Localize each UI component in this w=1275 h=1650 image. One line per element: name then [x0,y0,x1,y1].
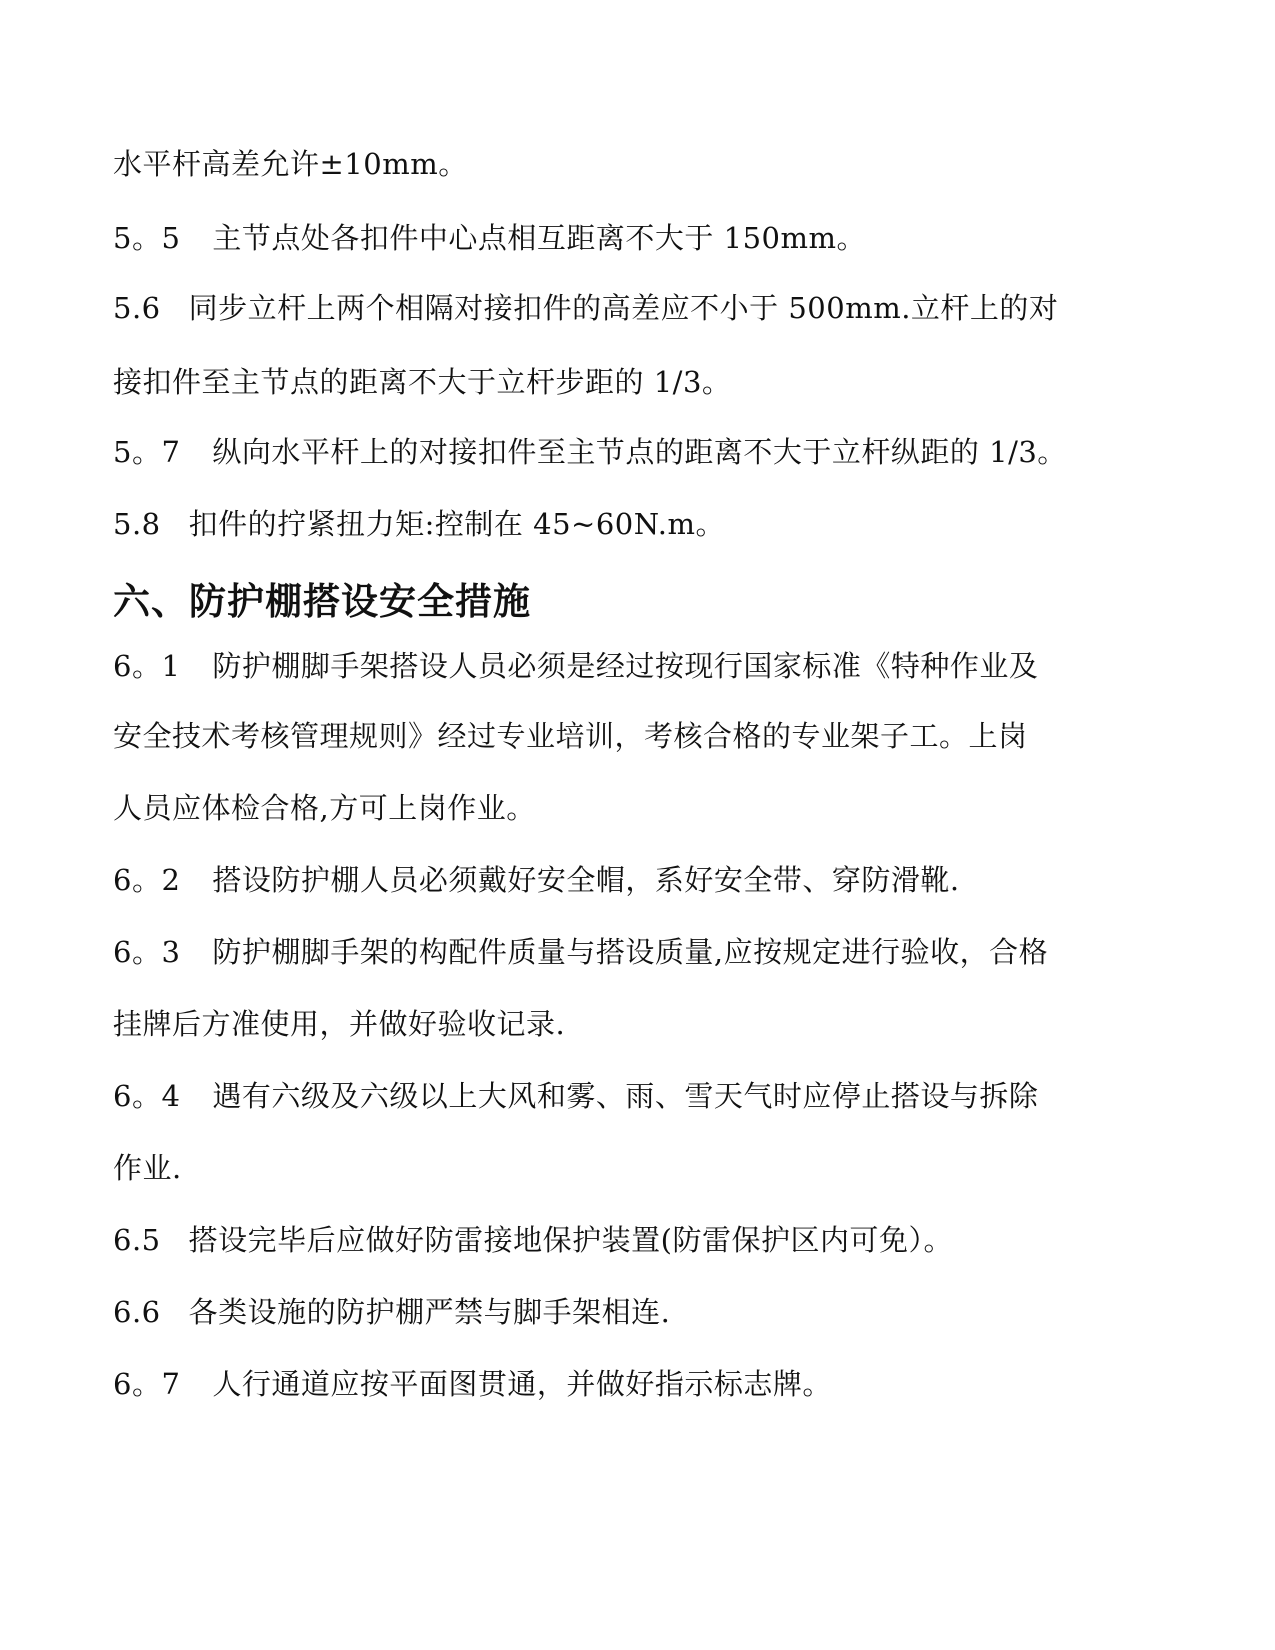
clause-5-7 [113,434,1173,470]
line-text: 作业. [113,1151,182,1185]
clause-5-8 [113,506,1173,542]
clause-6-2 [113,862,1173,898]
clause-text: 主节点处各扣件中心点相互距离不大于 150mm。 [212,221,866,255]
clause-5-5 [113,220,1173,256]
clause-number: 5。7 [113,435,181,469]
clause-text: 搭设防护棚人员必须戴好安全帽，系好安全带、穿防滑靴. [212,863,960,897]
clause-text: 防护棚脚手架搭设人员必须是经过按现行国家标准《特种作业及 [212,649,1039,683]
clause-text: 搭设完毕后应做好防雷接地保护装置(防雷保护区内可免）。 [188,1223,953,1257]
clause-text: 各类设施的防护棚严禁与脚手架相连. [188,1295,671,1329]
line-text: 接扣件至主节点的距离不大于立杆步距的 1/3。 [113,365,732,399]
clause-6-7 [113,1366,1173,1402]
clause-number: 6。2 [113,863,181,897]
text-line [113,790,1173,826]
section-heading: 六、防护棚搭设安全措施 [113,580,531,623]
clause-6-3 [113,934,1173,970]
clause-text: 同步立杆上两个相隔对接扣件的高差应不小于 500mm.立杆上的对 [188,291,1059,325]
clause-number: 6。4 [113,1079,181,1113]
clause-text: 扣件的拧紧扭力矩:控制在 45~60N.m。 [188,507,725,541]
clause-6-6 [113,1294,1173,1330]
clause-6-4 [113,1078,1173,1114]
clause-number: 6.5 [113,1223,161,1257]
text-line [113,1006,1173,1042]
clause-number: 5.6 [113,291,161,325]
clause-6-5 [113,1222,1173,1258]
line-text: 挂牌后方准使用，并做好验收记录. [113,1007,566,1041]
clause-text: 防护棚脚手架的构配件质量与搭设质量,应按规定进行验收，合格 [212,935,1049,969]
text-line [113,1150,1173,1186]
clause-text: 纵向水平杆上的对接扣件至主节点的距离不大于立杆纵距的 1/3。 [212,435,1067,469]
clause-text: 人行通道应按平面图贯通，并做好指示标志牌。 [212,1367,832,1401]
clause-number: 5.8 [113,507,161,541]
clause-number: 6。1 [113,649,181,683]
clause-number: 6。7 [113,1367,181,1401]
line-text: 水平杆高差允许±10mm。 [113,147,468,181]
clause-number: 6.6 [113,1295,161,1329]
line-text: 安全技术考核管理规则》经过专业培训，考核合格的专业架子工。上岗 [113,719,1028,753]
line-text: 人员应体检合格,方可上岗作业。 [113,791,536,825]
clause-6-1 [113,648,1173,684]
clause-number: 6。3 [113,935,181,969]
clause-text: 遇有六级及六级以上大风和雾、雨、雪天气时应停止搭设与拆除 [212,1079,1039,1113]
clause-number: 5。5 [113,221,181,255]
text-line [113,146,1173,182]
text-line [113,364,1173,400]
text-line [113,718,1173,754]
clause-5-6 [113,290,1173,326]
